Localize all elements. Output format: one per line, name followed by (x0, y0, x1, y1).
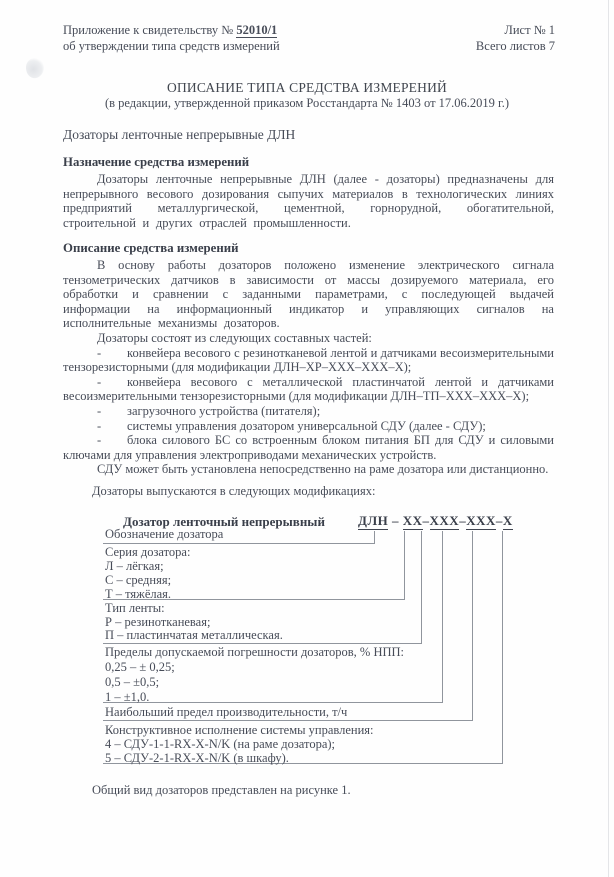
diagram-label-line: Наибольший предел производительности, т/ч (105, 705, 348, 719)
label-max-capacity (105, 705, 525, 721)
designation-heading: Дозатор ленточный непрерывный (123, 514, 325, 529)
section-description (63, 241, 554, 477)
instrument-name: Дозаторы ленточные непрерывные ДЛН (63, 127, 296, 142)
designation-part: ХХ (402, 513, 423, 528)
label-belt-type (105, 602, 525, 643)
component-item-text: конвейера весового с металлической пластинчатой лентой и датчиками весоизмерительными тензорезисторными (для модификации ДЛН–ТП–ХХХ–ХХХ–Х); (63, 374, 554, 404)
list-dash: - (97, 433, 102, 448)
diagram-label-line: 1 – ±1,0. (105, 690, 150, 704)
page-header (63, 23, 555, 54)
label-control-system (105, 723, 525, 765)
diagram-label-line: 0,25 – ± 0,25; (105, 660, 175, 674)
purpose-heading: Назначение средства измерений (63, 155, 250, 169)
total-sheets: Всего листов 7 (475, 38, 555, 53)
list-dash: - (97, 345, 102, 360)
sheet-info (476, 23, 555, 54)
label-error-limits (105, 645, 525, 705)
connector-line-horizontal (103, 543, 375, 544)
document-title: ОПИСАНИЕ ТИПА СРЕДСТВА ИЗМЕРЕНИЙ (167, 80, 447, 95)
designation-dash: – (388, 513, 403, 528)
label-series (105, 545, 525, 601)
component-item (63, 375, 554, 404)
smudge-mark (24, 56, 46, 79)
designation-part: ДЛН (358, 513, 389, 528)
diagram-label-line: Конструктивное исполнение системы управления: (105, 723, 374, 737)
sdu-note: СДУ может быть установлена непосредственно на раме дозатора или дистанционно. (97, 462, 549, 477)
component-item-text: блока силового БС со встроенным блоком питания БП для СДУ и силовыми ключами для управления электроприводами механических устройств. (63, 433, 554, 462)
appendix-prefix: Приложение к свидетельству № (63, 23, 237, 37)
components-intro: Дозаторы состоят из следующих составных частей: (97, 330, 372, 345)
designation-part: Х (502, 513, 513, 528)
designation-part: ХХХ (466, 513, 496, 528)
designation-dash: – (422, 513, 430, 528)
diagram-label-line: Тип ленты: (105, 601, 165, 615)
title-block (0, 80, 614, 111)
appendix-line2: об утверждении типа средств измерений (63, 38, 280, 53)
section-purpose (63, 155, 554, 230)
diagram-label-line: Серия дозатора: (105, 545, 191, 559)
diagram-label-line: Л – лёгкая; (105, 559, 164, 573)
component-item-text: конвейера весового с резинотканевой лентой и датчиками весоизмерительными тензорезисторными (для модификации ДЛН–ХР–ХХХ–ХХХ–Х); (63, 345, 554, 375)
sheet-number: Лист № 1 (504, 23, 555, 37)
component-item (63, 433, 554, 462)
connector-line-horizontal (103, 643, 422, 644)
diagram-label-line: П – пластинчатая металлическая. (105, 628, 283, 642)
component-item (63, 346, 554, 375)
appendix-line1 (63, 23, 280, 39)
list-dash: - (97, 418, 102, 433)
diagram-label-line: 5 – СДУ-2-1-RX-X-N/K (в шкафу). (105, 751, 289, 765)
designation-dash: – (459, 513, 467, 528)
edition-note: (в редакции, утвержденной приказом Росстандарта № 1403 от 17.06.2019 г.) (104, 95, 510, 110)
diagram-label-line: Т – тяжёлая. (105, 587, 172, 601)
certificate-number: 52010/1 (236, 23, 278, 37)
diagram-label-line: С – средняя; (105, 573, 172, 587)
component-item-text: системы управления дозатором универсальной СДУ (далее - СДУ); (127, 418, 486, 433)
list-dash: - (97, 374, 102, 389)
component-item (63, 404, 554, 419)
designation-diagram (0, 508, 614, 782)
diagram-label-line: Обозначение дозатора (105, 527, 224, 541)
designation-dash: – (495, 513, 503, 528)
description-heading: Описание средства измерений (63, 241, 239, 255)
diagram-label-line: Р – резинотканевая; (105, 614, 211, 629)
purpose-paragraph: Дозаторы ленточные непрерывные ДЛН (далее - дозаторы) предназначены для непрерывного весового дозирования сыпучих материалов в технологических линиях предприятий металлургической, цементной, горнорудной, обогатительной, строительной и других отраслей промышленности. (63, 172, 554, 230)
component-item (63, 419, 554, 434)
figure-note: Общий вид дозаторов представлен на рисунке 1. (92, 783, 351, 797)
list-dash: - (97, 403, 102, 418)
label-designation (105, 527, 525, 543)
component-item-text: загрузочного устройства (питателя); (127, 403, 321, 418)
diagram-label-line: 4 – СДУ-1-1-RX-X-N/K (на раме дозатора); (105, 737, 336, 751)
appendix-block (63, 23, 280, 54)
principle-paragraph: В основу работы дозаторов положено изменение электрического сигнала тензометрических датчиков в зависимости от массы дозируемого материала, его обработки и сравнении с заданными параметрами, с последующей выдачей информации на информационный индикатор и управляющих сигналов на исполнительные механизмы дозаторов. (63, 258, 554, 331)
diagram-label-line: 0,5 – ±0,5; (105, 675, 160, 689)
diagram-label-line: Пределы допускаемой погрешности дозаторов, % НПП: (105, 645, 405, 659)
designation-part: ХХХ (429, 513, 460, 528)
modifications-intro: Дозаторы выпускаются в следующих модификациях: (92, 484, 376, 498)
